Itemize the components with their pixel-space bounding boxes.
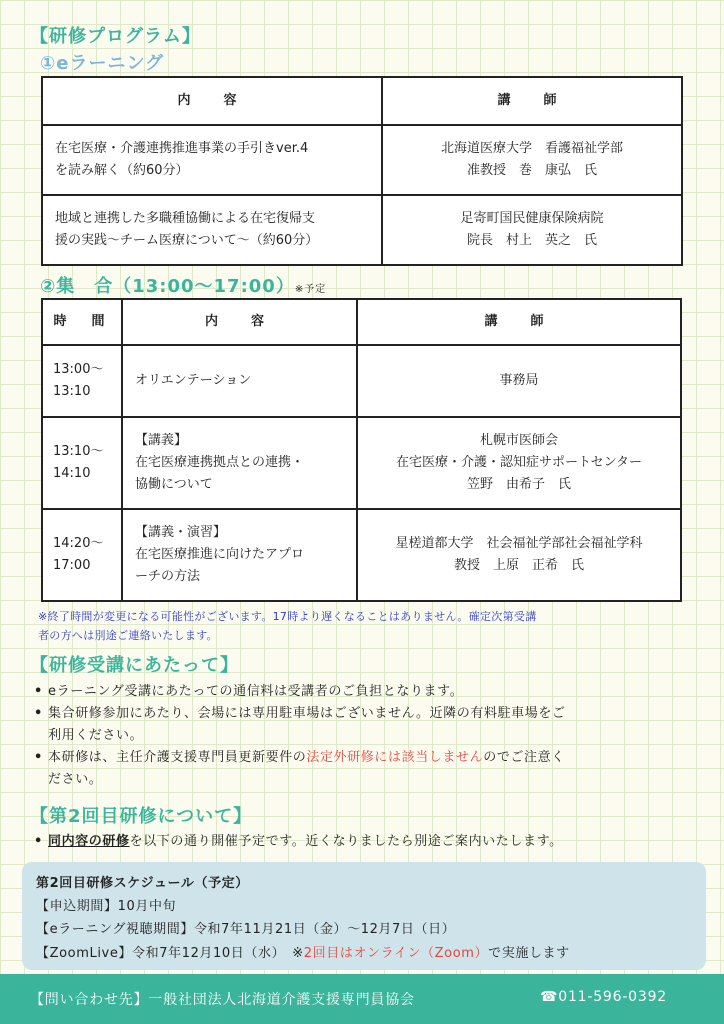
schedule-elearning-period: 【eラーニング視聴期間】令和7年11月21日（金）～12月7日（日） [36, 922, 456, 937]
schedule-title: 第2回目研修スケジュール（予定） [36, 876, 249, 891]
meeting-heading [40, 272, 326, 298]
col-header-content: 内 容 [42, 77, 382, 125]
item-text: ださい。 [48, 772, 103, 787]
schedule-box [22, 862, 706, 970]
lecturer-text: 札幌市医師会 [479, 433, 558, 448]
col-header-time: 時 間 [42, 299, 122, 345]
time-text: 13:10 [53, 384, 91, 399]
elearning-table [41, 76, 683, 266]
content-text: 協働について [135, 477, 213, 492]
schedule-application-period: 【申込期間】10月中旬 [36, 899, 177, 914]
elearning-heading: ①eラーニング [40, 53, 165, 74]
note-line: 者の方へは別途ご連絡いたします。 [38, 629, 218, 642]
list-item [32, 831, 712, 853]
content-text: 地域と連携した多職種協働による在宅復帰支 [55, 211, 316, 226]
table-row [42, 509, 681, 601]
footer-contact [0, 974, 724, 1024]
lecturer-text: 星槎道都大学 社会福祉学部社会福祉学科 [395, 536, 643, 551]
item-text: 本研修は、主任介護支援専門員更新要件の [48, 750, 307, 765]
table-row [42, 125, 682, 195]
emphasis-text: 同内容の研修 [48, 834, 130, 849]
zoom-online-text: 2回目はオンライン（Zoom） [303, 946, 489, 961]
program-title: 【研修プログラム】 [30, 26, 201, 47]
meeting-heading-text: ②集 合（13:00～17:00） [40, 276, 295, 297]
lecturer-text: 准教授 巻 康弘 氏 [466, 163, 597, 178]
attendance-list [32, 681, 712, 791]
item-text: eラーニング受講にあたっての通信料は受講者のご負担となります。 [48, 684, 464, 699]
item-text: を以下の通り開催予定です。近くなりましたら別途ご案内いたします。 [129, 834, 563, 849]
time-text: 13:10～ [53, 444, 104, 459]
meeting-table [41, 298, 682, 602]
item-text: • 集合研修参加にあたり、会場には専用駐車場はございません。近隣の有料駐車場をご [48, 706, 566, 721]
time-text: 13:00～ [53, 362, 104, 377]
list-item [32, 703, 712, 747]
item-text: のでご注意く [483, 750, 565, 765]
table-row [42, 345, 681, 417]
table-row [42, 195, 682, 265]
lecturer-text: 事務局 [499, 373, 539, 388]
content-text: オリエンテーション [135, 373, 252, 388]
content-text: 在宅医療連携拠点との連携・ [135, 455, 305, 470]
content-text: ーチの方法 [135, 569, 201, 584]
lecturer-text: 院長 村上 英之 氏 [466, 233, 597, 248]
item-text: 利用ください。 [48, 728, 144, 743]
content-text: 在宅医療・介護連携推進事業の手引きver.4 [55, 141, 309, 156]
end-time-note [38, 607, 698, 645]
list-item [32, 681, 712, 703]
lecturer-text: 足寄町国民健康保険病院 [460, 211, 604, 226]
list-item [32, 747, 712, 791]
attendance-heading: 【研修受講にあたって】 [30, 655, 239, 676]
time-text: 14:20～ [53, 536, 104, 551]
contact-org: 【問い合わせ先】一般社団法人北海道介護支援専門員協会 [30, 992, 415, 1008]
content-text: 【講義】 [135, 433, 188, 448]
zoom-text: で実施します [488, 946, 570, 961]
lecturer-text: 教授 上原 正希 氏 [453, 558, 584, 573]
content-text: を読み解く（約60分） [55, 163, 189, 178]
meeting-note: ※予定 [294, 284, 327, 295]
second-session-list [32, 831, 712, 853]
time-text: 17:00 [53, 558, 91, 573]
content-text: 【講義・演習】 [135, 525, 227, 540]
schedule-zoom-live [36, 942, 570, 961]
content-text: 在宅医療推進に向けたアプロ [135, 547, 305, 562]
warning-text: 法定外研修には該当しません [306, 750, 484, 765]
col-header-lecturer: 講 師 [357, 299, 681, 345]
content-text: 援の実践～チーム医療について～（約60分） [55, 233, 319, 248]
lecturer-text: 笠野 由希子 氏 [466, 477, 571, 492]
zoom-text: 【ZoomLive】令和7年12月10日（水） ※ [36, 946, 304, 961]
contact-phone[interactable]: ☎011-596-0392 [540, 989, 668, 1005]
table-row [42, 417, 681, 509]
time-text: 14:10 [53, 466, 91, 481]
lecturer-text: 在宅医療・介護・認知症サポートセンター [395, 455, 643, 470]
lecturer-text: 北海道医療大学 看護福祉学部 [440, 141, 623, 156]
col-header-content: 内 容 [122, 299, 357, 345]
note-line: ※終了時間が変更になる可能性がございます。17時より遅くなることはありません。確定次第受講 [38, 610, 537, 623]
col-header-lecturer: 講 師 [382, 77, 682, 125]
second-session-heading: 【第2回目研修について】 [30, 806, 253, 827]
